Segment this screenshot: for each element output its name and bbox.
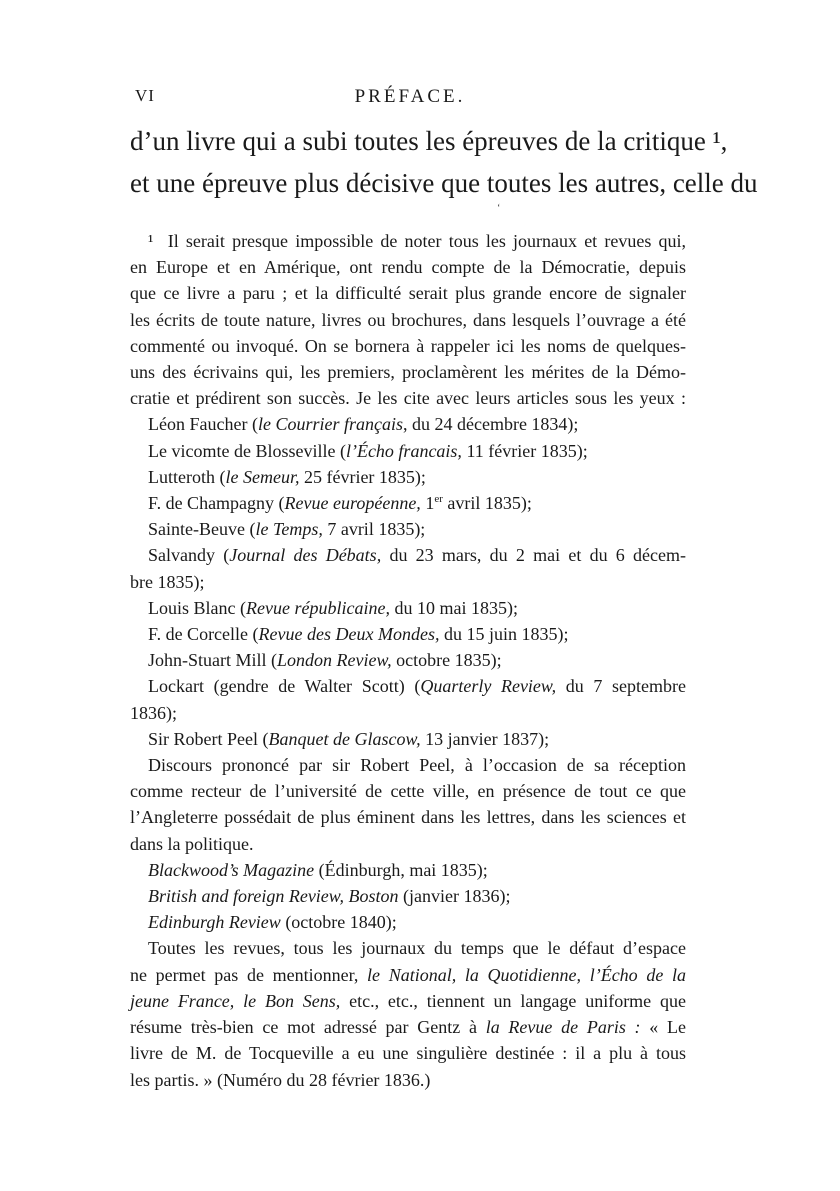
page-header (130, 86, 690, 116)
main-text (130, 120, 758, 204)
citation-entry: Lutteroth (le Semeur, 25 février 1835); (148, 466, 426, 487)
discours-line: comme recteur de l’université de cette ville, en présence de tout ce que (130, 781, 686, 802)
closing-line: livre de M. de Tocqueville a eu une singulière destinée : il a plu à tous (130, 1043, 686, 1064)
footnote-line: les écrits de toute nature, livres ou brochures, dans lesquels l’ouvrage a été (130, 309, 686, 330)
citation-entry: Le vicomte de Blosseville (l’Écho francais, 11 février 1835); (148, 440, 588, 461)
citation-entry: Salvandy (Journal des Débats, du 23 mars, du 2 mai et du 6 décem- (148, 545, 687, 566)
citation-entry: John-Stuart Mill (London Review, octobre 1835); (148, 650, 502, 671)
discours-line: l’Angleterre possédait de plus éminent dans les lettres, dans les sciences et (130, 807, 686, 828)
closing-line: résume très-bien ce mot adressé par Gentz à la Revue de Paris : « Le (130, 1017, 687, 1038)
review-entry: Blackwood’s Magazine (Édinburgh, mai 1835); (148, 859, 488, 880)
citation-entry: Sir Robert Peel (Banquet de Glascow, 13 janvier 1837); (148, 728, 550, 749)
citation-continuation: 1836); (130, 702, 177, 723)
closing-line: Toutes les revues, tous les journaux du temps que le défaut d’espace (148, 938, 686, 959)
citation-entry: F. de Corcelle (Revue des Deux Mondes, du 15 juin 1835); (148, 624, 569, 645)
footnote-line: uns des écrivains qui, les premiers, proclamèrent les mérites de la Démo- (130, 362, 686, 383)
page-number: VI (135, 86, 155, 105)
main-line: et une épreuve plus décisive que toutes les autres, celle du (130, 168, 758, 198)
closing-line: ne permet pas de mentionner, le National, la Quotidienne, l’Écho de la (130, 964, 687, 985)
citation-entry: Sainte-Beuve (le Temps, 7 avril 1835); (148, 519, 426, 540)
citation-entry: Louis Blanc (Revue républicaine, du 10 mai 1835); (148, 597, 518, 618)
citation-continuation: bre 1835); (130, 571, 205, 592)
citation-entry: Lockart (gendre de Walter Scott) (Quarterly Review, du 7 septembre (148, 676, 686, 697)
running-title: PRÉFACE. (354, 86, 466, 107)
review-entry: Edinburgh Review (octobre 1840); (148, 912, 397, 933)
citation-entry: Léon Faucher (le Courrier français, du 24 décembre 1834); (148, 414, 579, 435)
printing-mark: ‘ (497, 203, 501, 214)
discours-line: Discours prononcé par sir Robert Peel, à l’occasion de sa réception (148, 755, 686, 776)
footnote (130, 228, 686, 1093)
footnote-marker: ¹ (148, 231, 154, 251)
closing-line: les partis. » (Numéro du 28 février 1836.) (130, 1069, 431, 1090)
main-line: d’un livre qui a subi toutes les épreuves de la critique ¹, (130, 126, 728, 156)
citation-entry: F. de Champagny (Revue européenne, 1er avril 1835); (148, 493, 532, 514)
closing-line: jeune France, le Bon Sens, etc., etc., tiennent un langage uniforme que (130, 990, 686, 1011)
discours-line: dans la politique. (130, 833, 254, 854)
footnote-line: que ce livre a paru ; et la difficulté serait plus grande encore de signaler (130, 283, 686, 304)
review-entry: British and foreign Review, Boston (janvier 1836); (148, 886, 511, 907)
footnote-line: ¹ Il serait presque impossible de noter tous les journaux et revues qui, (148, 231, 686, 251)
footnote-line: en Europe et en Amérique, ont rendu compte de la Démocratie, depuis (130, 257, 686, 278)
footnote-line: commenté ou invoqué. On se bornera à rappeler ici les noms de quelques- (130, 335, 686, 356)
footnote-line: cratie et prédirent son succès. Je les cite avec leurs articles sous les yeux : (130, 388, 686, 409)
